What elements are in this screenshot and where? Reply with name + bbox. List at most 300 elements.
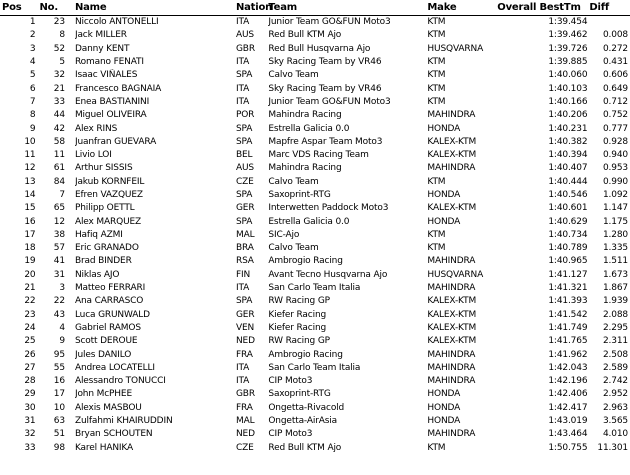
cell-best-time: 1:40.965 xyxy=(548,256,588,267)
cell-best-time: 1:42.043 xyxy=(548,362,588,373)
cell-pos: 3 xyxy=(29,43,36,54)
cell-diff: 0.606 xyxy=(602,70,628,81)
header-name: Name xyxy=(75,0,236,16)
table-row xyxy=(0,136,630,149)
table-row xyxy=(0,375,630,388)
cell-team: Red Bull Husqvarna Ajo xyxy=(268,43,371,54)
cell-diff: 2.963 xyxy=(602,402,628,413)
cell-nation: MAL xyxy=(235,416,255,427)
cell-nation: GER xyxy=(235,309,255,320)
cell-diff: 2.952 xyxy=(602,389,628,400)
header-team: Team xyxy=(268,0,427,16)
cell-number: 52 xyxy=(53,43,65,54)
cell-best-time: 1:40.166 xyxy=(548,96,588,107)
header-pos: Pos xyxy=(0,0,40,16)
cell-make: HONDA xyxy=(427,216,461,227)
cell-diff: 0.649 xyxy=(602,83,628,94)
cell-rider-name: Jack MILLER xyxy=(74,30,127,41)
cell-best-time: 1:41.765 xyxy=(548,336,588,347)
table-header xyxy=(0,0,630,16)
cell-rider-name: Danny KENT xyxy=(74,43,130,54)
cell-team: Mapfre Aspar Team Moto3 xyxy=(268,136,383,147)
cell-make: KALEX-KTM xyxy=(427,336,477,347)
cell-number: 16 xyxy=(53,376,65,387)
cell-nation: GBR xyxy=(235,43,255,54)
header-nation: Nation xyxy=(236,0,268,16)
cell-pos: 29 xyxy=(24,389,36,400)
cell-pos: 20 xyxy=(24,269,36,280)
cell-pos: 8 xyxy=(29,110,36,121)
cell-nation: BRA xyxy=(235,243,254,254)
cell-best-time: 1:39.454 xyxy=(548,17,588,28)
cell-rider-name: Gabriel RAMOS xyxy=(74,322,141,333)
cell-pos: 26 xyxy=(24,349,36,360)
cell-make: KTM xyxy=(427,229,446,240)
cell-pos: 24 xyxy=(24,322,36,333)
cell-make: KTM xyxy=(427,83,446,94)
cell-rider-name: Zulfahmi KHAIRUDDIN xyxy=(74,416,173,427)
cell-pos: 12 xyxy=(24,163,36,174)
cell-nation: ITA xyxy=(235,376,250,387)
cell-number: 3 xyxy=(59,283,65,294)
cell-nation: SPA xyxy=(235,136,253,147)
table-row xyxy=(0,255,630,268)
cell-diff: 0.752 xyxy=(602,110,628,121)
table-row xyxy=(0,242,630,255)
cell-team: Junior Team GO&FUN Moto3 xyxy=(268,96,391,107)
header-row xyxy=(0,0,630,16)
cell-best-time: 1:41.127 xyxy=(548,269,588,280)
cell-nation: GBR xyxy=(235,389,255,400)
cell-nation: AUS xyxy=(235,30,254,41)
header-best-time: Overall BestTm xyxy=(497,0,589,16)
cell-number: 55 xyxy=(53,362,65,373)
cell-pos: 17 xyxy=(24,229,36,240)
table-row xyxy=(0,335,630,348)
table-row xyxy=(0,96,630,109)
table-row xyxy=(0,215,630,228)
table-row xyxy=(0,388,630,401)
table-row xyxy=(0,29,630,42)
header-diff: Diff xyxy=(589,0,630,16)
cell-number: 44 xyxy=(53,110,65,121)
cell-pos: 33 xyxy=(24,442,36,453)
cell-diff: 4.010 xyxy=(602,429,628,440)
cell-best-time: 1:40.629 xyxy=(548,216,588,227)
table-row xyxy=(0,442,630,455)
cell-nation: VEN xyxy=(235,322,255,333)
cell-pos: 25 xyxy=(24,336,36,347)
cell-make: HONDA xyxy=(427,123,461,134)
cell-make: KALEX-KTM xyxy=(427,296,477,307)
cell-best-time: 1:41.393 xyxy=(548,296,588,307)
cell-team: Mahindra Racing xyxy=(268,163,342,174)
cell-rider-name: Romano FENATI xyxy=(74,57,144,68)
cell-pos: 21 xyxy=(24,283,36,294)
table-row xyxy=(0,348,630,361)
cell-rider-name: Bryan SCHOUTEN xyxy=(74,429,153,440)
cell-best-time: 1:41.749 xyxy=(548,322,588,333)
cell-pos: 10 xyxy=(24,136,36,147)
cell-make: KTM xyxy=(427,30,446,41)
cell-make: KTM xyxy=(427,17,446,28)
cell-make: KTM xyxy=(427,243,446,254)
cell-make: MAHINDRA xyxy=(427,283,476,294)
cell-pos: 11 xyxy=(24,150,36,161)
cell-best-time: 1:40.394 xyxy=(548,150,588,161)
cell-number: 57 xyxy=(53,243,65,254)
table-row xyxy=(0,282,630,295)
cell-nation: SPA xyxy=(235,190,253,200)
cell-nation: ITA xyxy=(235,362,250,373)
cell-rider-name: Efren VAZQUEZ xyxy=(74,190,143,200)
header-make: Make xyxy=(427,0,497,16)
cell-rider-name: Ana CARRASCO xyxy=(74,296,144,307)
cell-diff: 0.777 xyxy=(602,123,628,134)
cell-make: MAHINDRA xyxy=(427,256,476,267)
cell-number: 12 xyxy=(53,216,65,227)
table-row xyxy=(0,229,630,242)
cell-nation: SPA xyxy=(235,216,253,227)
cell-pos: 14 xyxy=(24,190,36,200)
cell-pos: 27 xyxy=(24,362,36,373)
cell-number: 65 xyxy=(53,203,65,214)
cell-diff xyxy=(589,16,630,30)
cell-nation: ITA xyxy=(235,96,250,107)
cell-make: KALEX-KTM xyxy=(427,309,477,320)
cell-rider-name: Scott DEROUE xyxy=(74,336,138,347)
cell-best-time: 1:40.103 xyxy=(548,83,588,94)
cell-pos: 15 xyxy=(24,203,36,214)
cell-diff: 0.940 xyxy=(602,150,628,161)
cell-make: KTM xyxy=(427,442,446,453)
cell-pos: 1 xyxy=(29,17,36,28)
table-row xyxy=(0,56,630,69)
cell-diff: 1.175 xyxy=(602,216,628,227)
cell-pos: 7 xyxy=(29,96,36,107)
cell-pos: 5 xyxy=(29,70,36,81)
cell-team: CIP Moto3 xyxy=(268,376,313,387)
cell-best-time: 1:40.407 xyxy=(548,163,588,174)
table-row xyxy=(0,322,630,335)
cell-pos: 22 xyxy=(24,296,36,307)
cell-make: KTM xyxy=(427,57,446,68)
cell-make: KTM xyxy=(427,70,446,81)
cell-best-time: 1:40.546 xyxy=(548,190,588,200)
table-row xyxy=(0,69,630,82)
cell-diff: 0.928 xyxy=(602,136,628,147)
cell-make: KALEX-KTM xyxy=(427,150,477,161)
cell-rider-name: Hafiq AZMI xyxy=(74,229,123,240)
cell-team: Avant Tecno Husqvarna Ajo xyxy=(268,269,388,280)
table-row xyxy=(0,122,630,135)
cell-diff: 0.272 xyxy=(602,43,628,54)
cell-diff: 0.431 xyxy=(602,57,628,68)
cell-number: 4 xyxy=(59,322,65,333)
cell-rider-name: Jules DANILO xyxy=(74,349,132,360)
cell-diff: 1.335 xyxy=(602,243,628,254)
cell-team: Ambrogio Racing xyxy=(268,349,343,360)
cell-diff: 0.008 xyxy=(602,30,628,41)
cell-number: 61 xyxy=(53,163,65,174)
cell-make: KALEX-KTM xyxy=(427,136,477,147)
cell-nation: ITA xyxy=(235,283,250,294)
cell-number: 42 xyxy=(53,123,65,134)
cell-pos: 31 xyxy=(24,416,36,427)
cell-nation: CZE xyxy=(235,442,254,453)
cell-team: Ongetta-AirAsia xyxy=(268,416,338,427)
cell-diff: 1.511 xyxy=(602,256,628,267)
cell-rider-name: Eric GRANADO xyxy=(74,243,139,254)
cell-team: Calvo Team xyxy=(268,176,319,187)
cell-team: Kiefer Racing xyxy=(268,309,327,320)
cell-best-time: 1:41.962 xyxy=(548,349,588,360)
cell-team: Red Bull KTM Ajo xyxy=(268,442,342,453)
cell-number: 63 xyxy=(53,416,65,427)
cell-team: Red Bull KTM Ajo xyxy=(268,30,342,41)
cell-number: 8 xyxy=(59,30,65,41)
cell-best-time: 1:40.601 xyxy=(548,203,588,214)
cell-nation: ITA xyxy=(235,17,250,28)
cell-number: 7 xyxy=(59,190,65,200)
header-number: No. xyxy=(40,0,75,16)
cell-pos: 2 xyxy=(29,30,36,41)
table-body xyxy=(0,16,630,455)
cell-rider-name: John McPHEE xyxy=(74,389,132,400)
table-row xyxy=(0,309,630,322)
cell-nation: POR xyxy=(235,110,255,121)
cell-rider-name: Niccolo ANTONELLI xyxy=(74,17,159,28)
cell-rider-name: Enea BASTIANINI xyxy=(74,96,150,107)
cell-nation: FIN xyxy=(235,269,251,280)
cell-rider-name: Alex MARQUEZ xyxy=(74,216,142,227)
table-row xyxy=(0,428,630,441)
cell-diff: 0.953 xyxy=(602,163,628,174)
cell-number: 51 xyxy=(53,429,65,440)
cell-team: Saxoprint-RTG xyxy=(268,389,331,400)
cell-nation: MAL xyxy=(235,229,255,240)
cell-pos: 13 xyxy=(24,176,36,187)
cell-nation: FRA xyxy=(235,402,253,413)
cell-diff: 1.092 xyxy=(602,190,628,200)
cell-rider-name: Francesco BAGNAIA xyxy=(74,83,162,94)
cell-team: CIP Moto3 xyxy=(268,429,313,440)
cell-number: 17 xyxy=(53,389,65,400)
cell-number: 23 xyxy=(53,17,65,28)
cell-best-time: 1:39.462 xyxy=(548,30,588,41)
cell-rider-name: Alessandro TONUCCI xyxy=(74,376,166,387)
cell-best-time: 1:40.382 xyxy=(548,136,588,147)
cell-team: Mahindra Racing xyxy=(268,110,342,121)
table-row xyxy=(0,82,630,95)
cell-best-time: 1:40.734 xyxy=(548,229,588,240)
cell-nation: NED xyxy=(235,429,255,440)
cell-pos: 16 xyxy=(24,216,36,227)
cell-make: KALEX-KTM xyxy=(427,203,477,214)
table-row xyxy=(0,202,630,215)
cell-rider-name: Niklas AJO xyxy=(74,269,120,280)
cell-pos: 4 xyxy=(29,57,36,68)
cell-make: KTM xyxy=(427,176,446,187)
table-row xyxy=(0,362,630,375)
cell-rider-name: Andrea LOCATELLI xyxy=(74,362,155,373)
cell-team: Marc VDS Racing Team xyxy=(268,150,369,161)
cell-number: 21 xyxy=(53,83,65,94)
cell-number: 32 xyxy=(53,70,65,81)
cell-number: 22 xyxy=(53,296,65,307)
cell-team: Calvo Team xyxy=(268,70,319,81)
cell-team: Sky Racing Team by VR46 xyxy=(268,83,382,94)
cell-best-time: 1:43.019 xyxy=(548,416,588,427)
table-row xyxy=(0,162,630,175)
cell-make: HONDA xyxy=(427,190,461,200)
cell-number: 33 xyxy=(53,96,65,107)
table-row xyxy=(0,402,630,415)
cell-rider-name: Livio LOI xyxy=(74,150,112,161)
cell-best-time: 1:42.417 xyxy=(548,402,588,413)
cell-number: 5 xyxy=(59,57,65,68)
cell-pos: 28 xyxy=(24,376,36,387)
cell-make: MAHINDRA xyxy=(427,376,476,387)
cell-number: 98 xyxy=(53,442,65,453)
cell-make: KALEX-KTM xyxy=(427,322,477,333)
cell-make: HUSQVARNA xyxy=(427,269,484,280)
table-row xyxy=(0,295,630,308)
cell-team: Saxoprint-RTG xyxy=(268,190,331,200)
table-row xyxy=(0,189,630,202)
cell-rider-name: Isaac VIÑALES xyxy=(74,70,138,81)
cell-diff: 2.311 xyxy=(602,336,628,347)
table-row xyxy=(0,109,630,122)
cell-nation: BEL xyxy=(235,150,253,161)
cell-diff: 2.295 xyxy=(602,322,628,333)
cell-pos: 30 xyxy=(24,402,36,413)
cell-nation: SPA xyxy=(235,70,253,81)
cell-best-time: 1:41.321 xyxy=(548,283,588,294)
cell-diff: 2.088 xyxy=(602,309,628,320)
cell-diff: 2.508 xyxy=(602,349,628,360)
cell-nation: ITA xyxy=(235,57,250,68)
cell-rider-name: Arthur SISSIS xyxy=(74,163,133,174)
cell-number: 43 xyxy=(53,309,65,320)
cell-nation: AUS xyxy=(235,163,254,174)
table-row xyxy=(0,415,630,428)
cell-make: HONDA xyxy=(427,389,461,400)
cell-nation: CZE xyxy=(235,176,254,187)
cell-team: Interwetten Paddock Moto3 xyxy=(268,203,389,214)
cell-rider-name: Miguel OLIVEIRA xyxy=(74,110,147,121)
cell-pos: 32 xyxy=(24,429,36,440)
cell-make: MAHINDRA xyxy=(427,429,476,440)
cell-team: SIC-Ajo xyxy=(268,229,300,240)
cell-diff: 1.280 xyxy=(602,229,628,240)
cell-team: Kiefer Racing xyxy=(268,322,327,333)
cell-pos: 18 xyxy=(24,243,36,254)
cell-make: KTM xyxy=(427,96,446,107)
cell-make: MAHINDRA xyxy=(427,362,476,373)
cell-rider-name: Alexis MASBOU xyxy=(74,402,142,413)
cell-best-time: 1:42.406 xyxy=(548,389,588,400)
table-row xyxy=(0,149,630,162)
cell-number: 10 xyxy=(53,402,65,413)
cell-rider-name: Matteo FERRARI xyxy=(74,283,146,294)
cell-rider-name: Alex RINS xyxy=(74,123,118,134)
cell-best-time: 1:41.542 xyxy=(548,309,588,320)
cell-rider-name: Brad BINDER xyxy=(74,256,132,267)
table-row xyxy=(0,269,630,282)
cell-diff: 0.712 xyxy=(602,96,628,107)
cell-nation: SPA xyxy=(235,296,253,307)
cell-number: 95 xyxy=(53,349,65,360)
cell-rider-name: Philipp OETTL xyxy=(74,203,135,214)
cell-best-time: 1:40.789 xyxy=(548,243,588,254)
cell-nation: SPA xyxy=(235,123,253,134)
cell-nation: GER xyxy=(235,203,255,214)
cell-rider-name: Karel HANIKA xyxy=(74,442,134,453)
cell-diff: 1.867 xyxy=(602,283,628,294)
cell-make: MAHINDRA xyxy=(427,349,476,360)
cell-best-time: 1:40.206 xyxy=(548,110,588,121)
cell-best-time: 1:39.726 xyxy=(548,43,588,54)
cell-pos: 23 xyxy=(24,309,36,320)
cell-diff: 2.742 xyxy=(602,376,628,387)
cell-team: Estrella Galicia 0.0 xyxy=(268,216,350,227)
table-row xyxy=(0,16,630,30)
cell-make: HONDA xyxy=(427,402,461,413)
cell-nation: NED xyxy=(235,336,255,347)
cell-number: 9 xyxy=(59,336,65,347)
cell-diff: 3.565 xyxy=(602,416,628,427)
cell-team: Junior Team GO&FUN Moto3 xyxy=(268,17,391,28)
cell-team: RW Racing GP xyxy=(268,296,330,307)
cell-number: 11 xyxy=(53,150,65,161)
cell-best-time: 1:39.885 xyxy=(548,57,588,68)
cell-nation: ITA xyxy=(235,83,250,94)
cell-number: 38 xyxy=(53,229,65,240)
cell-team: Calvo Team xyxy=(268,243,319,254)
cell-make: MAHINDRA xyxy=(427,110,476,121)
cell-diff: 1.673 xyxy=(602,269,628,280)
cell-number: 41 xyxy=(53,256,65,267)
cell-team: Estrella Galicia 0.0 xyxy=(268,123,350,134)
table-row xyxy=(0,43,630,56)
cell-team: RW Racing GP xyxy=(268,336,330,347)
cell-team: San Carlo Team Italia xyxy=(268,362,361,373)
cell-make: MAHINDRA xyxy=(427,163,476,174)
cell-team: San Carlo Team Italia xyxy=(268,283,361,294)
cell-diff: 1.147 xyxy=(602,203,628,214)
cell-best-time: 1:40.231 xyxy=(548,123,588,134)
cell-number: 31 xyxy=(53,269,65,280)
cell-nation: RSA xyxy=(235,256,254,267)
cell-make: HUSQVARNA xyxy=(427,43,484,54)
cell-pos: 19 xyxy=(24,256,36,267)
cell-team: Ambrogio Racing xyxy=(268,256,343,267)
cell-number: 84 xyxy=(53,176,65,187)
cell-number: 58 xyxy=(53,136,65,147)
cell-pos: 9 xyxy=(29,123,36,134)
cell-rider-name: Juanfran GUEVARA xyxy=(74,136,157,147)
cell-nation: FRA xyxy=(235,349,253,360)
cell-diff: 2.589 xyxy=(602,362,628,373)
cell-rider-name: Luca GRUNWALD xyxy=(74,309,150,320)
cell-team: Sky Racing Team by VR46 xyxy=(268,57,382,68)
cell-best-time: 1:42.196 xyxy=(548,376,588,387)
cell-pos: 6 xyxy=(29,83,36,94)
cell-best-time: 1:40.444 xyxy=(548,176,588,187)
table-row xyxy=(0,176,630,189)
cell-best-time: 1:43.464 xyxy=(548,429,588,440)
